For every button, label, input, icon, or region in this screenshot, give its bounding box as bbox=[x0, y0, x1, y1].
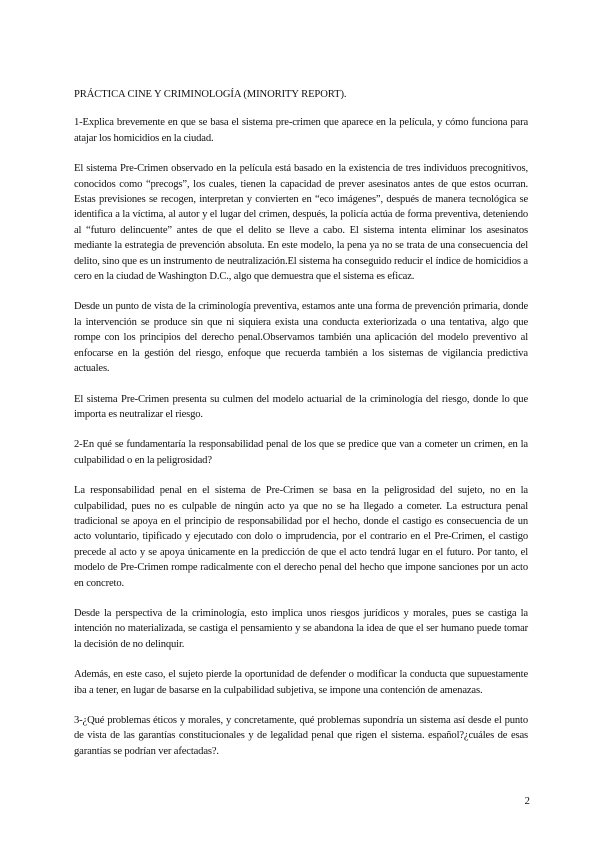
answer-1-paragraph-1: El sistema Pre-Crimen observado en la película está basado en la existencia de tres individuos precognitivos, conocidos como “precogs”, los cuales, tienen la capacidad de prever asesinatos antes de que estos ocurran. Estas previsiones se recogen, interpretan y convierten en “eco imágenes”, después de manera tecnológica se identifica a la víctima, al autor y el lugar del crimen, después, la policía actúa de forma preventiva, deteniendo al “futuro delincuente” antes de que el delito se lleve a cabo. El sistema intenta eliminar los asesinatos mediante la estrategia de prevención absoluta. En este modelo, la pena ya no se trata de una consecuencia del delito, sino que es un instrumento de neutralización.El sistema ha conseguido reducir el índice de homicidios a cero en la ciudad de Washington D.C., algo que demuestra que el sistema es eficaz. bbox=[74, 163, 528, 283]
answer-2-paragraph-2: Desde la perspectiva de la criminología, esto implica unos riesgos jurídicos y morales, pues se castiga la intención no materializada, se castiga el pensamiento y se abandona la idea de que el ser humano puede tomar la decisión de no delinquir. bbox=[74, 607, 528, 650]
question-1: 1-Explica brevemente en que se basa el sistema pre-crimen que aparece en la película, y cómo funciona para atajar los homicidios en la ciudad. bbox=[74, 117, 528, 144]
page-number: 2 bbox=[524, 795, 530, 807]
document-title: PRÁCTICA CINE Y CRIMINOLOGÍA (MINORITY REPORT). bbox=[74, 89, 347, 100]
answer-1-paragraph-2: Desde un punto de vista de la criminología preventiva, estamos ante una forma de prevención primaria, donde la intervención se produce sin que ni siquiera exista una conducta exteriorizada o una tentativa, algo que rompe con los principios del derecho penal.Observamos también una aplicación del modelo preventivo al enfocarse en la gestión del riesgo, enfoque que recuerda también a los sistemas de vigilancia predictiva actuales. bbox=[74, 301, 528, 375]
answer-1-paragraph-3: El sistema Pre-Crimen presenta su culmen del modelo actuarial de la criminología del riesgo, donde lo que importa es neutralizar el riesgo. bbox=[74, 393, 528, 420]
question-2: 2-En qué se fundamentaría la responsabilidad penal de los que se predice que van a cometer un crimen, en la culpabilidad o en la peligrosidad? bbox=[74, 439, 528, 466]
answer-2-paragraph-1: La responsabilidad penal en el sistema de Pre-Crimen se basa en la peligrosidad del sujeto, no en la culpabilidad, pues no es culpable de ningún acto ya que no se ha llegado a cometer. La estructura penal tradicional se apoya en el principio de responsabilidad por el hecho, donde el castigo es consecuencia de un acto voluntario, tipificado y ejecutado con dolo o imprudencia, por el contrario en el Pre-Crimen, el castigo precede al acto y se apoya únicamente en la predicción de que el acto tendrá lugar en el futuro. Por tanto, el modelo de Pre-Crimen rompe radicalmente con el derecho penal del hecho que impone sanciones por un acto en concreto. bbox=[74, 485, 528, 589]
answer-2-paragraph-3: Además, en este caso, el sujeto pierde la oportunidad de defender o modificar la conducta que supuestamente iba a tener, en lugar de basarse en la culpabilidad subjetiva, se impone una contención de amenazas. bbox=[74, 669, 528, 696]
question-3: 3-¿Qué problemas éticos y morales, y concretamente, qué problemas supondría un sistema así desde el punto de vista de las garantías constitucionales y de legalidad penal que rigen el sistema. español?¿cuáles de esas garantías se podrían ver afectadas?. bbox=[74, 715, 528, 757]
page-content bbox=[74, 87, 528, 774]
